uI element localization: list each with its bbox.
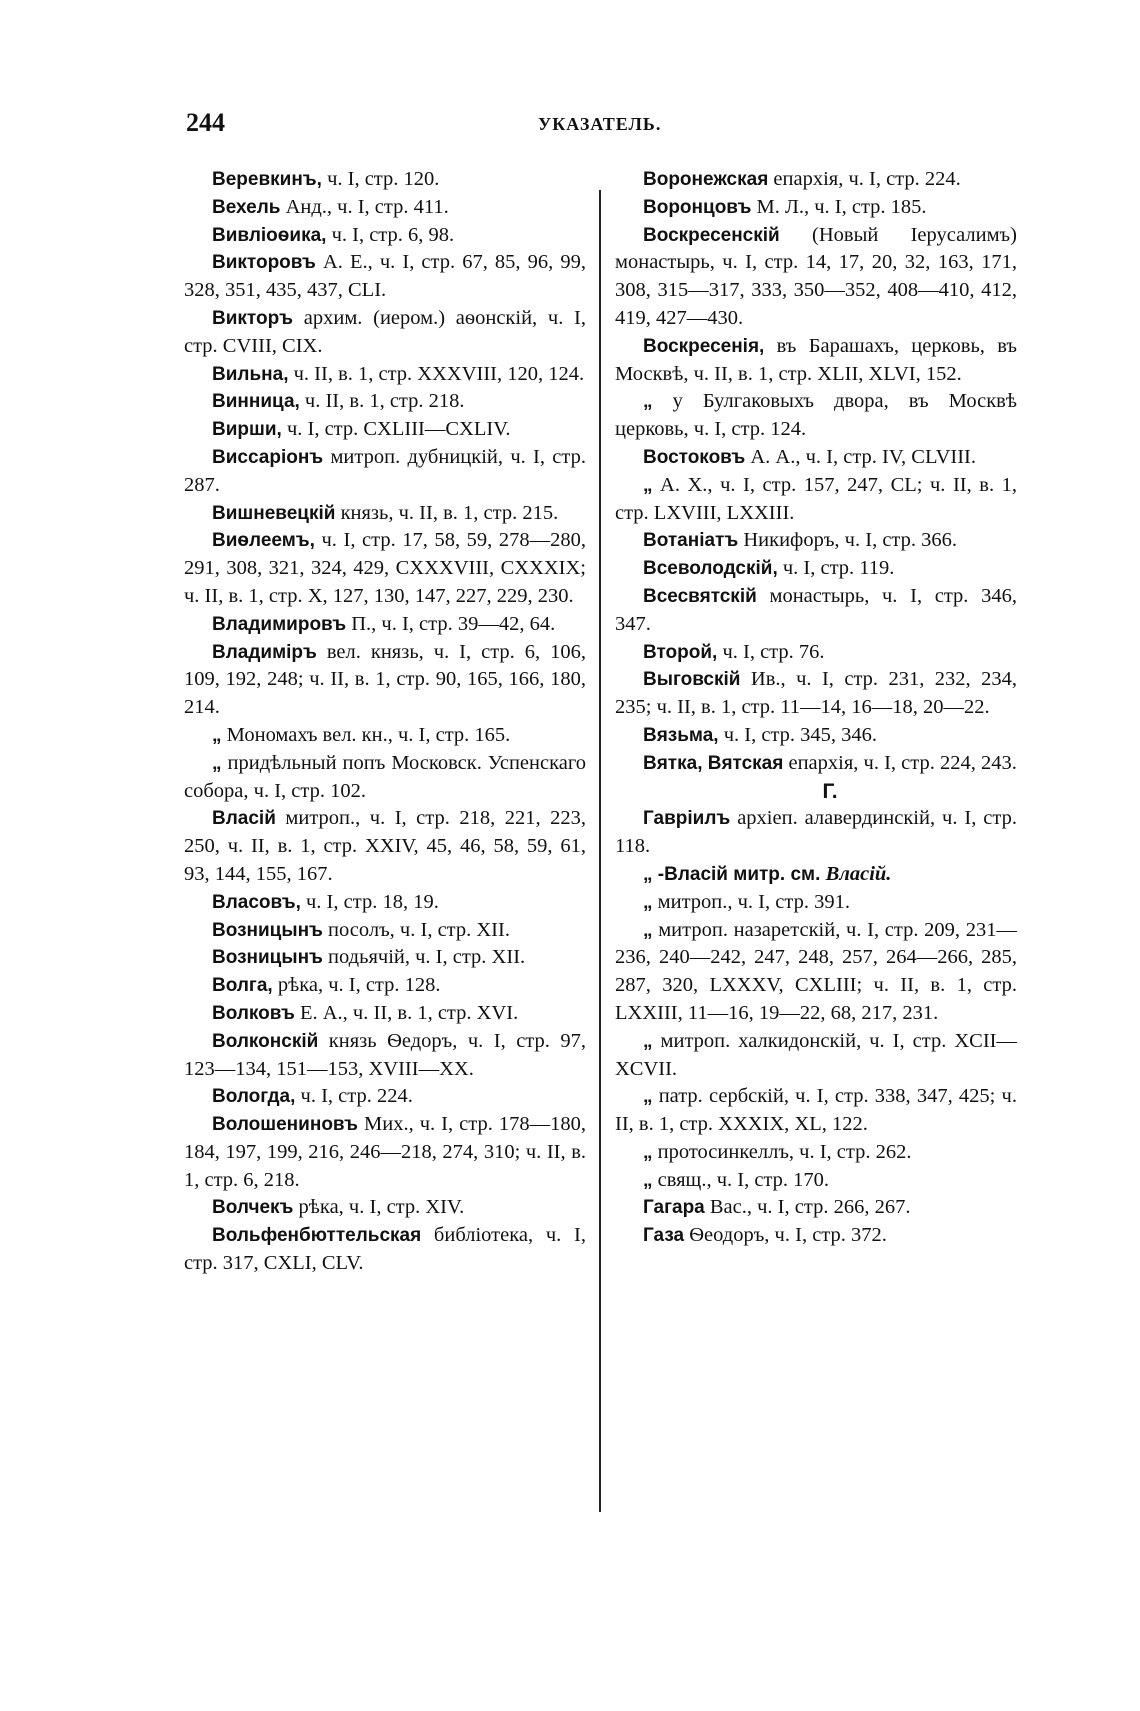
index-entry: „ митроп. халкидонскій, ч. I, стр. XCII—XCVII. xyxy=(615,1029,1017,1080)
index-entry: „ митроп., ч. I, стр. 391. xyxy=(643,890,850,913)
index-entry: „ протосинкеллъ, ч. I, стр. 262. xyxy=(643,1140,912,1163)
index-entry: Веревкинъ, ч. I, стр. 120. xyxy=(212,168,440,190)
index-entry: Винница, ч. II, в. 1, стр. 218. xyxy=(212,390,465,413)
index-entry: Викторовъ А. Е., ч. I, стр. 67, 85, 96, 99, 328, 351, 435, 437, CLI. xyxy=(184,251,586,302)
index-entry: „ патр. сербскій, ч. I, стр. 338, 347, 425; ч. II, в. 1, стр. XXXIX, XL, 122. xyxy=(615,1085,1017,1136)
index-entry: Волошениновъ Мих., ч. I, стр. 178—180, 184, 197, 199, 216, 246—218, 274, 310; ч. II, в. 1, стр. 6, 218. xyxy=(184,1113,586,1191)
index-entry: Гагара Вас., ч. I, стр. 266, 267. xyxy=(643,1196,911,1219)
index-entry: Возницынъ подьячій, ч. I, стр. XII. xyxy=(212,946,526,969)
index-entry: Вивліоѳика, ч. I, стр. 6, 98. xyxy=(212,223,455,246)
cross-reference: Власій. xyxy=(825,862,892,885)
index-entry: Газа Ѳеодоръ, ч. I, стр. 372. xyxy=(643,1224,887,1247)
index-entry: „ у Булгаковыхъ двора, въ Москвѣ церковь, ч. I, стр. 124. xyxy=(615,390,1017,441)
index-entry: Вязьма, ч. I, стр. 345, 346. xyxy=(643,723,878,746)
index-entry: Возницынъ посолъ, ч. I, стр. XII. xyxy=(212,918,510,941)
running-title: УКАЗАТЕЛЬ. xyxy=(538,114,662,134)
index-entry: „ свящ., ч. I, стр. 170. xyxy=(643,1168,830,1191)
index-entry: Виѳлеемъ, ч. I, стр. 17, 58, 59, 278—280, 291, 308, 321, 324, 429, CXXXVIII, CXXXIX; ч. II, в. 1, стр. X, 127, 130, 147, 227, 229, 230. xyxy=(184,529,586,607)
index-entry: Воронежская епархія, ч. I, стр. 224. xyxy=(643,168,961,190)
index-entry: Второй, ч. I, стр. 76. xyxy=(643,640,825,663)
index-entry: Всесвятскій монастырь, ч. I, стр. 346, 347. xyxy=(615,584,1017,635)
index-entry: „ -Власій митр. см. Власій. xyxy=(643,862,892,885)
index-entry: Вольфенбюттельская библіотека, ч. I, стр. 317, CXLI, CLV. xyxy=(184,1224,586,1275)
index-entry: Вирши, ч. I, стр. CXLIII—CXLIV. xyxy=(212,418,511,441)
index-entry: Вологда, ч. I, стр. 224. xyxy=(212,1085,413,1108)
index-entry: Викторъ архим. (иером.) аѳонскій, ч. I, стр. CVIII, CIX. xyxy=(184,306,586,357)
index-entry: Владимировъ П., ч. I, стр. 39—42, 64. xyxy=(212,612,556,635)
index-entry: Волковъ Е. А., ч. II, в. 1, стр. XVI. xyxy=(212,1001,519,1024)
index-entry: Вехель Анд., ч. I, стр. 411. xyxy=(212,195,449,218)
index-entry: Вишневецкій князь, ч. II, в. 1, стр. 215. xyxy=(212,501,559,524)
column-divider xyxy=(599,190,601,1512)
index-entry: Волга, рѣка, ч. I, стр. 128. xyxy=(212,974,441,997)
left-column xyxy=(184,166,586,1278)
index-entry: Власовъ, ч. I, стр. 18, 19. xyxy=(212,890,439,913)
index-entry: Вотаніатъ Никифоръ, ч. I, стр. 366. xyxy=(643,529,958,552)
index-entry: „ придѣльный попъ Московск. Успенскаго собора, ч. I, стр. 102. xyxy=(184,751,586,802)
index-entry: Выговскій Ив., ч. I, стр. 231, 232, 234, 235; ч. II, в. 1, стр. 11—14, 16—18, 20—22. xyxy=(615,668,1017,719)
index-entry: Воронцовъ М. Л., ч. I, стр. 185. xyxy=(643,195,927,218)
index-entry: Владиміръ вел. князь, ч. I, стр. 6, 106, 109, 192, 248; ч. II, в. 1, стр. 90, 165, 166, 180, 214. xyxy=(184,640,586,719)
index-entry: „ Мономахъ вел. кн., ч. I, стр. 165. xyxy=(212,723,511,746)
index-entry: Воскресенія, въ Барашахъ, церковь, въ Москвѣ, ч. II, в. 1, стр. XLII, XLVI, 152. xyxy=(615,334,1017,385)
index-entry: Гавріилъ архіеп. алавердинскій, ч. I, стр. 118. xyxy=(615,807,1017,858)
page-header xyxy=(186,108,1006,148)
section-letter: Г. xyxy=(822,779,838,803)
index-entry: Волконскій князь Ѳедоръ, ч. I, стр. 97, 123—134, 151—153, XVIII—XX. xyxy=(184,1029,586,1080)
index-entry: „ А. Х., ч. I, стр. 157, 247, CL; ч. II, в. 1, стр. LXVIII, LXXIII. xyxy=(615,473,1017,524)
index-entry: Власій митроп., ч. I, стр. 218, 221, 223, 250, ч. II, в. 1, стр. XXIV, 45, 46, 58, 59, 61, 93, 144, 155, 167. xyxy=(184,807,586,885)
index-entry: Вильна, ч. II, в. 1, стр. XXXVIII, 120, 124. xyxy=(212,362,585,385)
index-entry: Востоковъ А. А., ч. I, стр. IV, CLVIII. xyxy=(643,445,976,468)
index-entry: Воскресенскій (Новый Іерусалимъ) монастырь, ч. I, стр. 14, 17, 20, 32, 163, 171, 308, 315—317, 333, 350—352, 408—410, 412, 419, 427—430. xyxy=(615,223,1017,329)
index-entry: Виссаріонъ митроп. дубницкій, ч. I, стр. 287. xyxy=(184,445,586,496)
index-entry: Вятка, Вятская епархія, ч. I, стр. 224, 243. xyxy=(643,751,1017,774)
right-column xyxy=(615,166,1017,1250)
index-entry: Всеволодскій, ч. I, стр. 119. xyxy=(643,557,895,580)
index-entry: „ митроп. назаретскій, ч. I, стр. 209, 231—236, 240—242, 247, 248, 257, 264—266, 285, 287, 320, LXXXV, CXLIII; ч. II, в. 1, стр. LXXIII, 11—16, 19—22, 68, 217, 231. xyxy=(615,918,1017,1024)
index-entry: Волчекъ рѣка, ч. I, стр. XIV. xyxy=(212,1196,465,1219)
page-number: 244 xyxy=(186,108,225,137)
